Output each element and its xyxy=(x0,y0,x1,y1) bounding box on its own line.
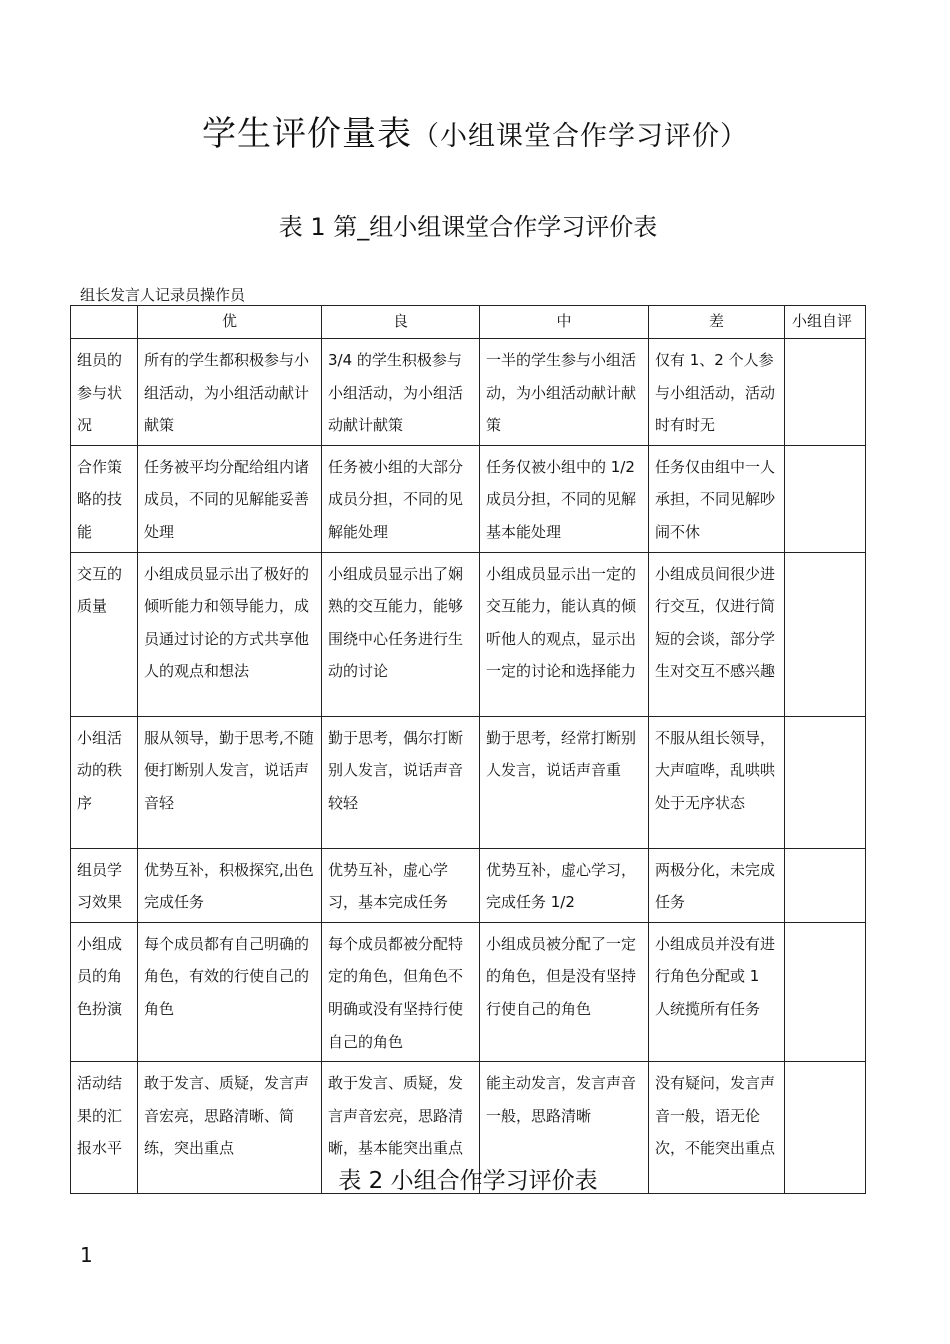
self-eval-cell[interactable] xyxy=(785,922,866,1061)
average-cell: 小组成员显示出一定的交互能力，能认真的倾听他人的观点，显示出一定的讨论和选择能力 xyxy=(480,552,649,716)
self-eval-cell[interactable] xyxy=(785,552,866,716)
page-number: 1 xyxy=(80,1243,93,1267)
excellent-cell: 所有的学生都积极参与小组活动，为小组活动献计献策 xyxy=(138,339,322,446)
poor-cell: 没有疑问，发言声音一般，语无伦次，不能突出重点 xyxy=(649,1062,785,1194)
excellent-cell: 服从领导，勤于思考,不随便打断别人发言，说话声音轻 xyxy=(138,716,322,848)
criterion-cell: 交互的质量 xyxy=(71,552,138,716)
header-poor: 差 xyxy=(649,306,785,339)
table-row xyxy=(71,848,866,922)
good-cell: 每个成员都被分配特定的角色，但角色不明确或没有坚持行使自己的角色 xyxy=(322,922,480,1061)
self-eval-cell[interactable] xyxy=(785,445,866,552)
excellent-cell: 优势互补，积极探究,出色完成任务 xyxy=(138,848,322,922)
title-sub: （小组课堂合作学习评价） xyxy=(412,121,748,152)
criterion-cell: 合作策略的技能 xyxy=(71,445,138,552)
excellent-cell: 任务被平均分配给组内诸成员，不同的见解能妥善处理 xyxy=(138,445,322,552)
average-cell: 任务仅被小组中的 1/2 成员分担，不同的见解基本能处理 xyxy=(480,445,649,552)
table2-caption: 表 2 小组合作学习评价表 xyxy=(338,1168,598,1194)
header-criterion xyxy=(71,306,138,339)
header-excellent: 优 xyxy=(138,306,322,339)
average-cell: 勤于思考，经常打断别人发言，说话声音重 xyxy=(480,716,649,848)
table-header-row xyxy=(71,306,866,339)
self-eval-cell[interactable] xyxy=(785,339,866,446)
table-row xyxy=(71,716,866,848)
header-self-evaluation: 小组自评 xyxy=(785,306,866,339)
average-cell: 小组成员被分配了一定的角色，但是没有坚持行使自己的角色 xyxy=(480,922,649,1061)
table-row xyxy=(71,445,866,552)
criterion-cell: 活动结果的汇报水平 xyxy=(71,1062,138,1194)
poor-cell: 不服从组长领导，大声喧哗，乱哄哄处于无序状态 xyxy=(649,716,785,848)
poor-cell: 任务仅由组中一人承担，不同见解吵闹不休 xyxy=(649,445,785,552)
table-row xyxy=(71,552,866,716)
excellent-cell: 每个成员都有自己明确的角色，有效的行使自己的角色 xyxy=(138,922,322,1061)
poor-cell: 仅有 1、2 个人参与小组活动，活动时有时无 xyxy=(649,339,785,446)
average-cell: 一半的学生参与小组活动，为小组活动献计献策 xyxy=(480,339,649,446)
excellent-cell: 小组成员显示出了极好的倾听能力和领导能力，成员通过讨论的方式共享他人的观点和想法 xyxy=(138,552,322,716)
title-main: 学生评价量表 xyxy=(202,114,412,154)
criterion-cell: 组员学习效果 xyxy=(71,848,138,922)
good-cell: 敢于发言、质疑，发言声音宏亮，思路清晰，基本能突出重点 xyxy=(322,1062,480,1194)
criterion-cell: 小组活动的秩序 xyxy=(71,716,138,848)
excellent-cell: 敢于发言、质疑，发言声音宏亮，思路清晰、简练，突出重点 xyxy=(138,1062,322,1194)
header-good: 良 xyxy=(322,306,480,339)
good-cell: 勤于思考，偶尔打断别人发言，说话声音较轻 xyxy=(322,716,480,848)
average-cell: 优势互补，虚心学习，完成任务 1/2 xyxy=(480,848,649,922)
self-eval-cell[interactable] xyxy=(785,848,866,922)
poor-cell: 两极分化，未完成任务 xyxy=(649,848,785,922)
table-row xyxy=(71,922,866,1061)
average-cell: 能主动发言，发言声音一般，思路清晰 xyxy=(480,1062,649,1194)
poor-cell: 小组成员并没有进行角色分配或 1 人统揽所有任务 xyxy=(649,922,785,1061)
table1-caption: 表 1 第_组小组课堂合作学习评价表 xyxy=(278,213,658,241)
poor-cell: 小组成员间很少进行交互，仅进行简短的会谈，部分学生对交互不感兴趣 xyxy=(649,552,785,716)
good-cell: 小组成员显示出了娴熟的交互能力，能够围绕中心任务进行生动的讨论 xyxy=(322,552,480,716)
document-title xyxy=(0,112,950,159)
header-average: 中 xyxy=(480,306,649,339)
good-cell: 3/4 的学生积极参与小组活动，为小组活动献计献策 xyxy=(322,339,480,446)
good-cell: 优势互补，虚心学习，基本完成任务 xyxy=(322,848,480,922)
table-row xyxy=(71,339,866,446)
good-cell: 任务被小组的大部分成员分担，不同的见解能处理 xyxy=(322,445,480,552)
roles-line: 组长发言人记录员操作员 xyxy=(80,286,246,304)
criterion-cell: 组员的参与状况 xyxy=(71,339,138,446)
self-eval-cell[interactable] xyxy=(785,716,866,848)
criterion-cell: 小组成员的角色扮演 xyxy=(71,922,138,1061)
evaluation-table xyxy=(70,305,866,1194)
